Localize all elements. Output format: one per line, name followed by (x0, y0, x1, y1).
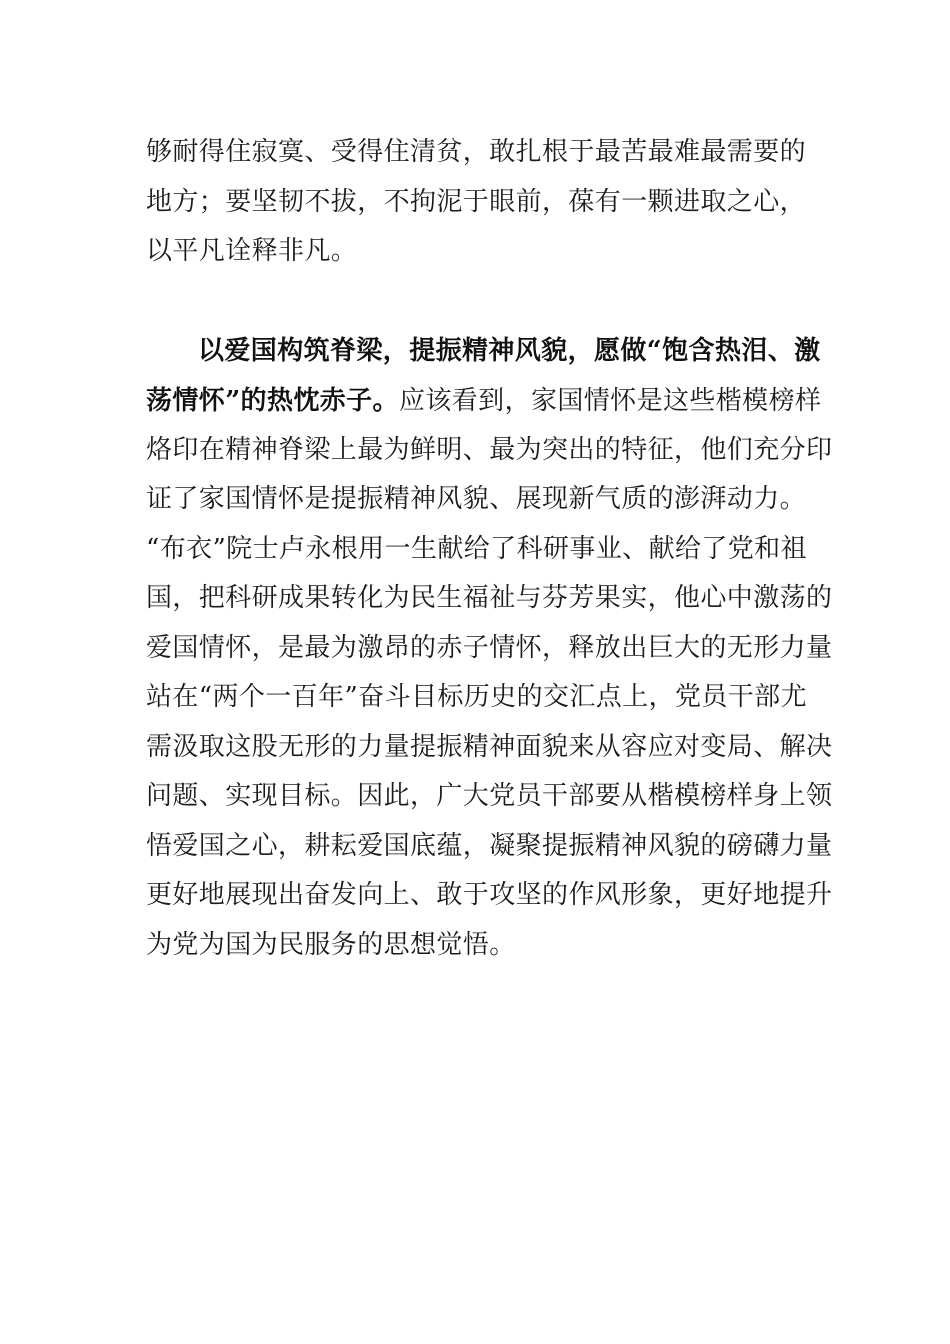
paragraph-1-line-3: 以平凡诠释非凡。 (146, 236, 358, 266)
paragraph-2-line-6: 国，把科研成果转化为民生福祉与芬芳果实，他心中激荡的 (146, 583, 833, 613)
paragraph-1-line-2: 地方；要坚韧不拔，不拘泥于眼前，葆有一颗进取之心， (146, 187, 807, 217)
paragraph-2-line-9: 需汲取这股无形的力量提振精神面貌来从容应对变局、解决 (146, 732, 833, 762)
paragraph-2-line-5: “布衣”院士卢永根用一生献给了科研事业、献给了党和祖 (146, 534, 807, 564)
paragraph-2-line-4: 证了家国情怀是提振精神风貌、展现新气质的澎湃动力。 (146, 484, 807, 514)
paragraph-2-heading-line-1: 以爱国构筑脊梁，提振精神风貌，愿做“饱含热泪、激 (198, 336, 821, 366)
paragraph-2-line-2 (146, 381, 822, 421)
paragraph-2-line-10: 问题、实现目标。因此，广大党员干部要从楷模榜样身上领 (146, 781, 833, 811)
paragraph-1-line-1: 够耐得住寂寞、受得住清贫，敢扎根于最苦最难最需要的 (146, 137, 807, 167)
paragraph-2-line-2-text: 应该看到，家国情怀是这些楷模榜样 (398, 386, 822, 416)
paragraph-2-line-12: 更好地展现出奋发向上、敢于攻坚的作风形象，更好地提升 (146, 880, 833, 910)
paragraph-2-line-8: 站在“两个一百年”奋斗目标历史的交汇点上，党员干部尤 (146, 682, 807, 712)
paragraph-2-heading-line-2: 荡情怀”的热忱赤子。 (146, 386, 399, 416)
paragraph-2-line-3: 烙印在精神脊梁上最为鲜明、最为突出的特征，他们充分印 (146, 435, 833, 465)
paragraph-2-line-7: 爱国情怀，是最为激昂的赤子情怀，释放出巨大的无形力量 (146, 633, 833, 663)
paragraph-2-line-11: 悟爱国之心，耕耘爱国底蕴，凝聚提振精神风貌的磅礴力量 (146, 831, 833, 861)
paragraph-2-line-13: 为党为国为民服务的思想觉悟。 (146, 930, 516, 960)
